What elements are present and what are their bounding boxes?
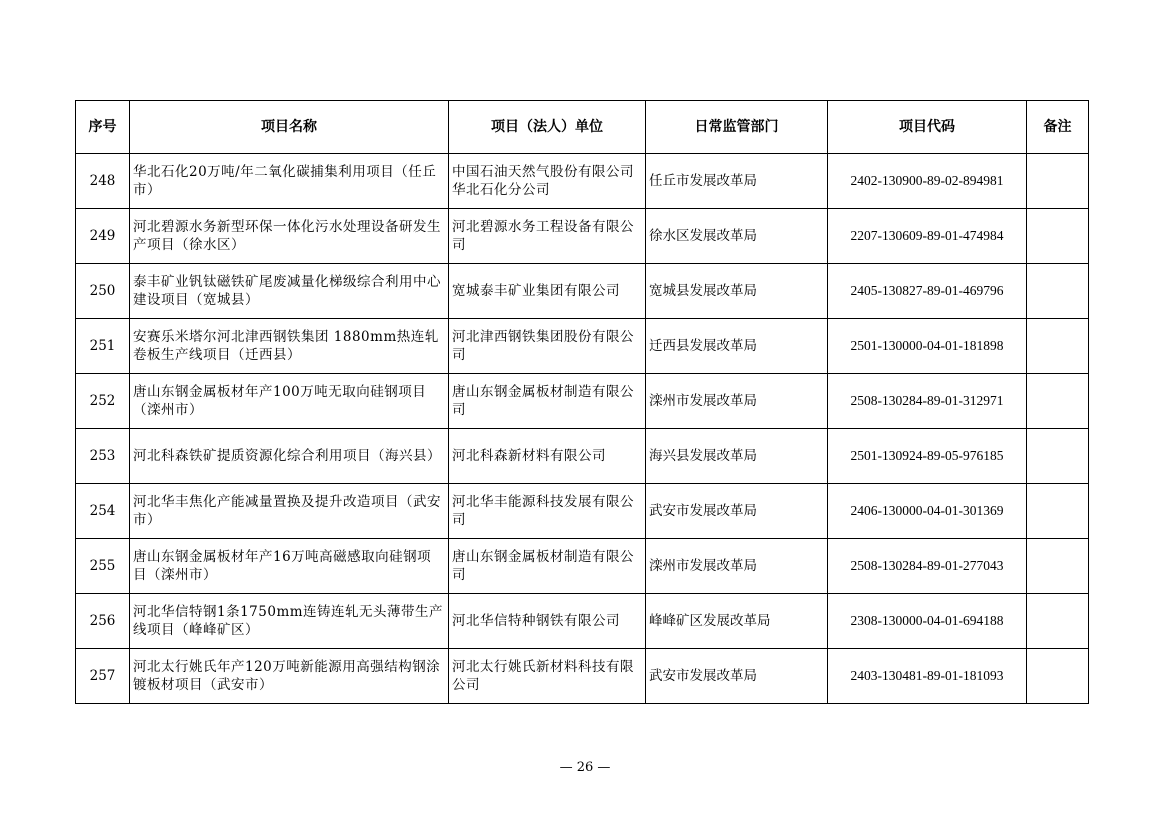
cell-legal-unit: 河北津西钢铁集团股份有限公司 xyxy=(449,319,646,374)
cell-project-code: 2508-130284-89-01-312971 xyxy=(828,374,1027,429)
project-table xyxy=(75,100,1089,704)
cell-project-code: 2403-130481-89-01-181093 xyxy=(828,649,1027,704)
cell-project-code: 2406-130000-04-01-301369 xyxy=(828,484,1027,539)
cell-seq: 251 xyxy=(76,319,130,374)
cell-legal-unit: 河北华丰能源科技发展有限公司 xyxy=(449,484,646,539)
cell-legal-unit: 河北科森新材料有限公司 xyxy=(449,429,646,484)
table-row xyxy=(76,594,1089,649)
page-number: — 26 — xyxy=(559,760,611,775)
cell-project-name: 河北科森铁矿提质资源化综合利用项目（海兴县） xyxy=(130,429,449,484)
cell-seq: 257 xyxy=(76,649,130,704)
table-row xyxy=(76,154,1089,209)
table-row xyxy=(76,374,1089,429)
cell-supervising-dept: 武安市发展改革局 xyxy=(646,484,828,539)
header-supervising-dept: 日常监管部门 xyxy=(646,101,828,154)
header-project-name: 项目名称 xyxy=(130,101,449,154)
cell-supervising-dept: 宽城县发展改革局 xyxy=(646,264,828,319)
cell-legal-unit: 唐山东钢金属板材制造有限公司 xyxy=(449,539,646,594)
table-row xyxy=(76,209,1089,264)
cell-supervising-dept: 徐水区发展改革局 xyxy=(646,209,828,264)
cell-project-name: 河北华丰焦化产能减量置换及提升改造项目（武安市） xyxy=(130,484,449,539)
table-row xyxy=(76,429,1089,484)
cell-seq: 255 xyxy=(76,539,130,594)
header-legal-unit: 项目（法人）单位 xyxy=(449,101,646,154)
table-header-row xyxy=(76,101,1089,154)
header-project-code: 项目代码 xyxy=(828,101,1027,154)
cell-remarks xyxy=(1027,594,1089,649)
header-remarks: 备注 xyxy=(1027,101,1089,154)
cell-seq: 252 xyxy=(76,374,130,429)
cell-legal-unit: 唐山东钢金属板材制造有限公司 xyxy=(449,374,646,429)
cell-project-name: 唐山东钢金属板材年产16万吨高磁感取向硅钢项目（滦州市） xyxy=(130,539,449,594)
cell-supervising-dept: 武安市发展改革局 xyxy=(646,649,828,704)
cell-legal-unit: 河北华信特种钢铁有限公司 xyxy=(449,594,646,649)
cell-project-name: 华北石化20万吨/年二氧化碳捕集利用项目（任丘市） xyxy=(130,154,449,209)
cell-legal-unit: 河北太行姚氏新材料科技有限公司 xyxy=(449,649,646,704)
cell-seq: 253 xyxy=(76,429,130,484)
cell-project-name: 安赛乐米塔尔河北津西钢铁集团 1880mm热连轧卷板生产线项目（迁西县） xyxy=(130,319,449,374)
table-row xyxy=(76,649,1089,704)
table-row xyxy=(76,484,1089,539)
cell-remarks xyxy=(1027,649,1089,704)
table-row xyxy=(76,319,1089,374)
table-body xyxy=(76,154,1089,704)
cell-remarks xyxy=(1027,374,1089,429)
cell-project-code: 2207-130609-89-01-474984 xyxy=(828,209,1027,264)
cell-supervising-dept: 滦州市发展改革局 xyxy=(646,374,828,429)
cell-project-code: 2405-130827-89-01-469796 xyxy=(828,264,1027,319)
cell-project-code: 2508-130284-89-01-277043 xyxy=(828,539,1027,594)
cell-seq: 248 xyxy=(76,154,130,209)
cell-remarks xyxy=(1027,264,1089,319)
header-seq: 序号 xyxy=(76,101,130,154)
cell-legal-unit: 中国石油天然气股份有限公司华北石化分公司 xyxy=(449,154,646,209)
cell-supervising-dept: 任丘市发展改革局 xyxy=(646,154,828,209)
cell-project-name: 河北华信特钢1条1750mm连铸连轧无头薄带生产线项目（峰峰矿区） xyxy=(130,594,449,649)
cell-project-name: 河北碧源水务新型环保一体化污水处理设备研发生产项目（徐水区） xyxy=(130,209,449,264)
cell-project-code: 2402-130900-89-02-894981 xyxy=(828,154,1027,209)
cell-remarks xyxy=(1027,209,1089,264)
cell-supervising-dept: 迁西县发展改革局 xyxy=(646,319,828,374)
table-row xyxy=(76,539,1089,594)
cell-project-name: 泰丰矿业钒钛磁铁矿尾废减量化梯级综合利用中心建设项目（宽城县） xyxy=(130,264,449,319)
cell-remarks xyxy=(1027,429,1089,484)
cell-seq: 256 xyxy=(76,594,130,649)
cell-project-code: 2501-130924-89-05-976185 xyxy=(828,429,1027,484)
cell-remarks xyxy=(1027,154,1089,209)
cell-seq: 254 xyxy=(76,484,130,539)
cell-seq: 250 xyxy=(76,264,130,319)
cell-project-code: 2308-130000-04-01-694188 xyxy=(828,594,1027,649)
cell-supervising-dept: 峰峰矿区发展改革局 xyxy=(646,594,828,649)
cell-remarks xyxy=(1027,539,1089,594)
cell-project-name: 唐山东钢金属板材年产100万吨无取向硅钢项目（滦州市） xyxy=(130,374,449,429)
cell-project-code: 2501-130000-04-01-181898 xyxy=(828,319,1027,374)
cell-legal-unit: 宽城泰丰矿业集团有限公司 xyxy=(449,264,646,319)
cell-seq: 249 xyxy=(76,209,130,264)
cell-legal-unit: 河北碧源水务工程设备有限公司 xyxy=(449,209,646,264)
cell-supervising-dept: 滦州市发展改革局 xyxy=(646,539,828,594)
cell-project-name: 河北太行姚氏年产120万吨新能源用高强结构钢涂镀板材项目（武安市） xyxy=(130,649,449,704)
table-row xyxy=(76,264,1089,319)
cell-supervising-dept: 海兴县发展改革局 xyxy=(646,429,828,484)
cell-remarks xyxy=(1027,484,1089,539)
cell-remarks xyxy=(1027,319,1089,374)
